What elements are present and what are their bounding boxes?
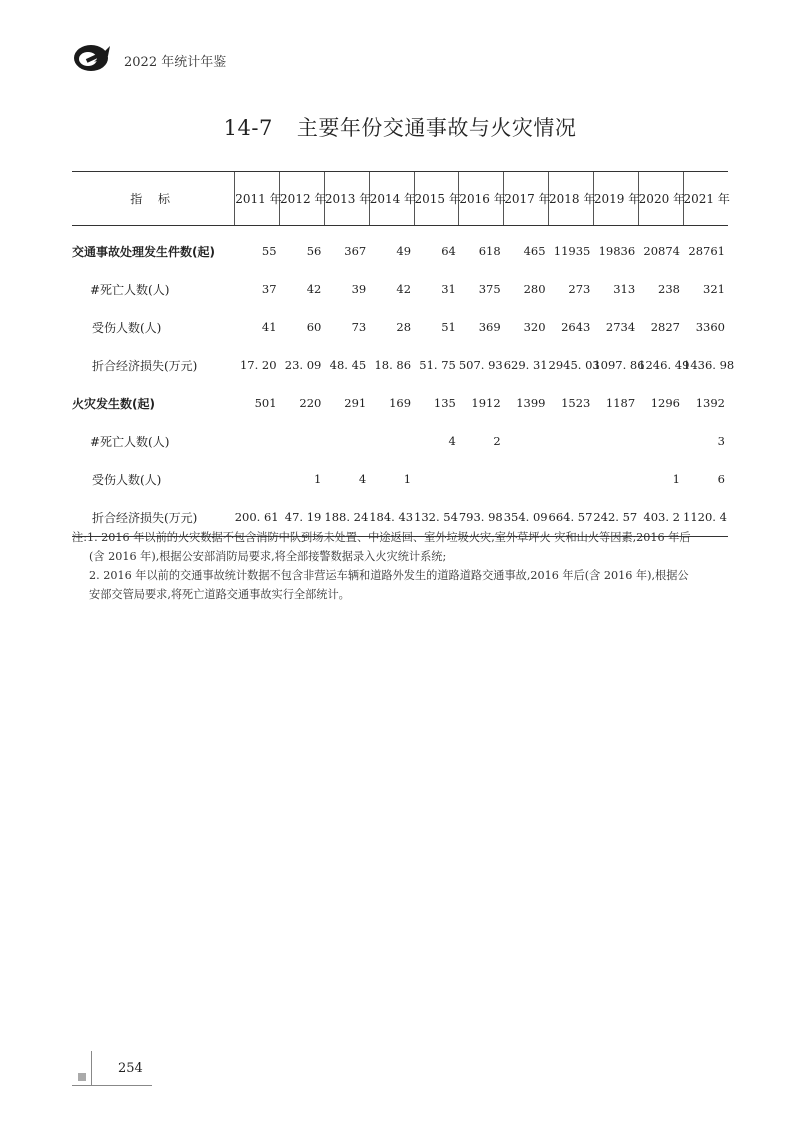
data-cell: 51. 75 — [419, 358, 456, 372]
data-cell: 48. 45 — [329, 358, 367, 372]
data-cell: 132. 54 — [414, 498, 459, 537]
footnote-line: 注:1. 2016 年以前的火灾数据不包含消防中队到场未处置、中途返回、室外垃圾火灾,室外草坪火 灾和山火等因素,2016 年后 — [72, 531, 691, 544]
data-cell: 11935 — [553, 244, 591, 258]
data-cell: 184. 43 — [369, 498, 414, 537]
footer-divider — [72, 1085, 152, 1086]
table-number: 14-7 — [223, 116, 273, 140]
data-cell — [504, 460, 549, 498]
data-cell: 793. 98 — [459, 498, 504, 537]
year-header: 2019 年 — [593, 172, 638, 226]
row-label: #死亡人数(人) — [90, 282, 170, 297]
data-cell: 49 — [396, 244, 412, 258]
data-cell: 1187 — [605, 396, 636, 410]
data-cell — [593, 460, 638, 498]
data-cell — [638, 422, 683, 460]
data-cell: 1 — [403, 472, 412, 486]
data-cell: 200. 61 — [235, 498, 280, 537]
data-cell: 39 — [351, 282, 367, 296]
data-cell: 37 — [261, 282, 277, 296]
table-row — [72, 384, 728, 422]
data-cell: 320 — [523, 320, 546, 334]
data-cell: 17. 20 — [239, 358, 277, 372]
data-cell: 1392 — [695, 396, 725, 410]
page-number: 254 — [118, 1061, 143, 1076]
data-cell: 73 — [351, 320, 367, 334]
data-cell: 465 — [523, 244, 546, 258]
data-cell: 2 — [493, 434, 501, 448]
table-row — [72, 226, 728, 271]
year-header: 2016 年 — [459, 172, 504, 226]
book-title: 2022 年统计年鉴 — [124, 55, 227, 70]
data-cell: 507. 93 — [458, 358, 503, 372]
statistics-logo-icon — [72, 40, 112, 76]
data-cell — [549, 460, 594, 498]
data-cell: 28 — [396, 320, 412, 334]
table-header-row — [72, 172, 728, 226]
data-cell — [369, 422, 414, 460]
data-cell: 3360 — [695, 320, 725, 334]
data-cell: 19836 — [598, 244, 636, 258]
table-row — [72, 422, 728, 460]
data-cell: 1436. 98 — [683, 358, 735, 372]
data-cell: 618 — [478, 244, 501, 258]
data-cell: 18. 86 — [374, 358, 412, 372]
data-cell: 2945. 03 — [548, 358, 600, 372]
footnotes — [72, 528, 732, 604]
data-cell: 664. 57 — [549, 498, 594, 537]
year-header: 2012 年 — [280, 172, 325, 226]
data-cell: 135 — [433, 396, 456, 410]
data-cell: 1097. 86 — [593, 358, 645, 372]
data-cell: 188. 24 — [324, 498, 369, 537]
year-header: 2015 年 — [414, 172, 459, 226]
data-cell: 313 — [613, 282, 636, 296]
year-header: 2014 年 — [369, 172, 414, 226]
data-cell: 280 — [523, 282, 546, 296]
data-cell: 403. 2 — [638, 498, 683, 537]
data-cell: 1 — [672, 472, 680, 486]
footnote-line: 安部交管局要求,将死亡道路交通事故实行全部统计。 — [89, 588, 350, 601]
data-cell: 2734 — [605, 320, 636, 334]
data-cell: 4 — [448, 434, 456, 448]
data-cell: 220 — [299, 396, 322, 410]
data-cell — [504, 422, 549, 460]
data-cell — [549, 422, 594, 460]
table-row — [72, 460, 728, 498]
data-cell: 1523 — [561, 396, 591, 410]
data-cell: 4 — [358, 472, 367, 486]
year-header: 2011 年 — [235, 172, 280, 226]
table-row — [72, 308, 728, 346]
data-cell: 1120. 4 — [683, 498, 728, 537]
table-row — [72, 270, 728, 308]
data-cell: 629. 31 — [503, 358, 548, 372]
data-cell: 56 — [306, 244, 322, 258]
data-cell: 42 — [396, 282, 412, 296]
data-cell: 41 — [261, 320, 277, 334]
footer-marker — [78, 1073, 86, 1081]
data-cell: 28761 — [688, 244, 725, 258]
row-label: 折合经济损失(万元) — [92, 358, 198, 373]
data-cell — [324, 422, 369, 460]
data-cell: 60 — [306, 320, 322, 334]
data-cell: 47. 19 — [280, 498, 325, 537]
data-cell: 42 — [306, 282, 322, 296]
footnote-line: 2. 2016 年以前的交通事故统计数据不包含非营运车辆和道路外发生的道路道路交通事故,2016 年后(含 2016 年),根据公 — [89, 569, 689, 582]
data-cell: 2827 — [650, 320, 680, 334]
data-cell: 1912 — [471, 396, 501, 410]
data-cell — [280, 422, 325, 460]
data-cell: 238 — [658, 282, 680, 296]
row-label: 折合经济损失(万元) — [72, 498, 235, 537]
row-label: 交通事故处理发生件数(起) — [72, 244, 215, 259]
year-header: 2013 年 — [324, 172, 369, 226]
row-label: #死亡人数(人) — [90, 434, 170, 449]
data-cell: 6 — [717, 472, 725, 486]
data-cell: 1 — [314, 472, 322, 486]
year-header: 2017 年 — [504, 172, 549, 226]
data-cell: 1246. 49 — [638, 358, 690, 372]
data-cell: 2643 — [561, 320, 591, 334]
indicator-header: 指 标 — [72, 172, 235, 226]
table-title-text: 主要年份交通事故与火灾情况 — [296, 116, 577, 140]
data-cell: 64 — [441, 244, 456, 258]
table-body — [72, 226, 735, 537]
row-label: 受伤人数(人) — [92, 472, 162, 487]
data-cell: 3 — [717, 434, 725, 448]
data-cell — [235, 422, 280, 460]
data-cell: 1399 — [516, 396, 546, 410]
data-cell: 1296 — [650, 396, 680, 410]
data-cell: 51 — [441, 320, 456, 334]
data-cell: 273 — [568, 282, 591, 296]
table-row — [72, 346, 728, 384]
data-cell: 367 — [344, 244, 367, 258]
data-cell: 369 — [478, 320, 501, 334]
data-cell: 55 — [261, 244, 277, 258]
year-header: 2018 年 — [549, 172, 594, 226]
data-cell: 354. 09 — [504, 498, 549, 537]
footer-divider — [91, 1051, 92, 1085]
data-cell — [235, 460, 280, 498]
year-header: 2020 年 — [638, 172, 683, 226]
data-cell — [414, 460, 459, 498]
row-label: 受伤人数(人) — [92, 320, 162, 335]
data-cell: 291 — [344, 396, 367, 410]
row-label: 火灾发生数(起) — [72, 396, 155, 411]
data-cell: 375 — [478, 282, 501, 296]
data-cell — [593, 422, 638, 460]
data-cell: 23. 09 — [284, 358, 322, 372]
data-cell: 501 — [254, 396, 277, 410]
data-cell: 169 — [389, 396, 412, 410]
table-title — [0, 112, 800, 142]
data-cell: 321 — [703, 282, 725, 296]
data-cell — [459, 460, 504, 498]
data-cell: 242. 57 — [593, 498, 638, 537]
data-cell: 20874 — [643, 244, 680, 258]
year-header: 2021 年 — [683, 172, 728, 226]
footnote-line: (含 2016 年),根据公安部消防局要求,将全部接警数据录入火灾统计系统; — [89, 550, 447, 563]
data-cell: 31 — [441, 282, 456, 296]
statistics-table — [72, 171, 735, 537]
